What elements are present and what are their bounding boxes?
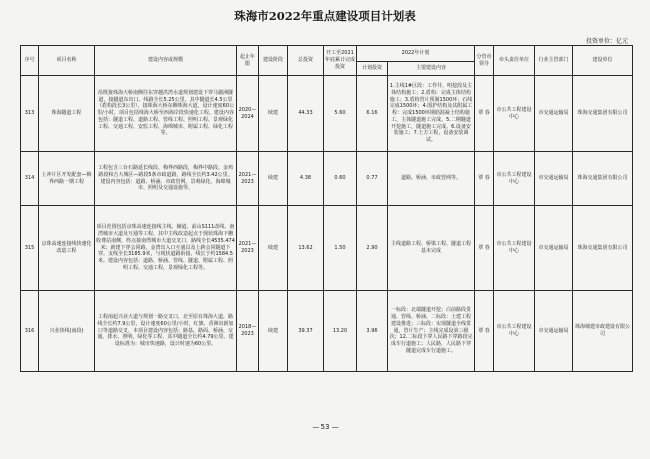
row-lead-unit: 市公共工程建设中心 [494,206,535,291]
header-plan-content: 主要建设内容 [388,62,475,76]
table-title: 珠海市2022年重点建设项目计划表 [234,9,416,23]
header-leader: 分管市领导 [475,46,494,76]
table-row [21,206,633,291]
row-dept: 市交通运输局 [535,291,573,372]
row-dept: 市交通运输局 [535,152,573,206]
row-total: 4.38 [288,152,324,206]
row-years: 2021—2023 [237,152,259,206]
page-number: 53 [320,423,330,431]
row-project-name: 珠海隧道工程 [39,76,95,152]
row-seq: 314 [21,152,39,206]
row-project-name: 京珠高速连接线快速化改造工程 [39,206,95,291]
row-plan-investment: 2.90 [357,206,388,291]
row-plan-content: 1.主线1#区段：工作井，明挖段及主体结构施工；2.盾构：完成主体结构施工；3.盾构管片预制1500环；石线完成1500环；4.围护结构及其附属工程：完成1500环钢筋混凝土结构施工，主体隧道施工完成。5.二期隧道开挖施工，隧道施工完成。6.设备安装施工；7.土方工程，设备安装调试。 [388,76,475,152]
row-leader: 覃 春 [475,76,494,152]
row-cumulative: 0.60 [324,152,357,206]
row-leader: 覃 春 [475,291,494,372]
header-cumulative: 开工至2021年底累计完成投资 [324,46,357,76]
footer-dash-left: — [312,423,319,431]
row-content: 项目范围包括京珠高速连接线主线、辅道、前山S111改线、南湾城市大道及互通等工程，其中主线改造起点于现状珠海下栅收费站南侧，终点接南湾城市大道交叉口，路线全长4535.474米；新建下穿会同路、金湾出入口互通以及上跨会同隧道下穿。支线全长3185.9米，与现状道路衔接，线长于约1584.5米。建设内容包括：道路、桥涵、管线、隧道、附属工程、照明工程、交通工程、景观绿化工程等。 [95,206,237,291]
row-plan-content: 主线道路工程、桥梁工程、隧道工程基本完成 [388,206,475,291]
table-row [21,76,633,152]
row-builder: 珠海交通集团有限公司 [573,206,633,291]
header-name: 项目名称 [39,46,95,76]
header-dept: 行业主管部门 [535,46,573,76]
row-builder: 珠海交通集团有限公司 [573,76,633,152]
row-project-name: 兴业快线(南段) [39,291,95,372]
footer-dash-right: — [331,423,338,431]
row-lead-unit: 市公共工程建设中心 [494,152,535,206]
row-builder: 珠海城建市政建设有限公司 [573,291,633,372]
project-table [20,45,633,372]
unit-label: 投资单位：亿元 [585,38,628,45]
header-years: 起止年限 [237,46,259,76]
row-seq: 313 [21,76,39,152]
row-years: 2021—2023 [237,206,259,291]
row-content: 工程南起兴业大道与规划一路交叉口，北至原有珠海大道，路线全长约7.9公里，设计速度60公里/小时，红旗、香洲出新加口等道路交叉，本项目建设内容包括：路基、路面、桥涵、交通、排水、照明、绿化等工程，其中隧道全长约4.79公里。建设标准为：城市快速路，设计时速为60公里。 [95,291,237,372]
row-plan-investment: 3.96 [357,291,388,372]
row-stage: 续建 [259,152,288,206]
row-plan-investment: 0.77 [357,152,388,206]
page-footer [0,423,650,431]
row-plan-content: 道路、桥涵、市政管网等。 [388,152,475,206]
row-dept: 市交通运输局 [535,76,573,152]
table-row [21,152,633,206]
row-seq: 316 [21,291,39,372]
header-plan-2022: 2022年计划 [357,46,475,62]
row-years: 2020—2024 [237,76,259,152]
row-years: 2018—2023 [237,291,259,372]
header-row-1 [21,46,633,62]
header-total: 总投资 [288,46,324,76]
row-dept: 市交通运输局 [535,206,573,291]
row-cumulative: 1.50 [324,206,357,291]
header-plan-investment: 计划投资 [357,62,388,76]
row-content: 沿既拢珠海大桥南侧往东穿越洪湾水道规划建设下穿马骝洲隧道，接隧道东出口。线路全长5.25公里，其中隧道长4.5公里（盾构段长3公里），接珠海大桥东侧珠海大道，设计速度60公里/小时，项目包括珠海大桥至西海岸段快速化工程。建设内容包括：隧道工程、道路工程、管线工程、照明工程、景观绿化工程、交通工程、安监工程、海绵城市、附属工程、绿化工程等。 [95,76,237,152]
row-cumulative: 13.20 [324,291,357,372]
row-lead-unit: 市公共工程建设中心 [494,291,535,372]
row-builder: 珠海交通集团有限公司 [573,152,633,206]
row-leader: 覃 春 [475,206,494,291]
row-plan-content: 一标段：北端隧道开挖；白前路段贯通、管线、桥涵、二标段：土建工程建设推进；三标段：实现隧道全线贯通，管片生产；主线完成设第三级次；12.二标段下穿人民路下穿路段完成车行道施工；人民路，人民路下穿隧道完成车行道施工。 [388,291,475,372]
row-content: 工程包含三台石路延长线段、梅界西路段，梅界中路段、金鸡路段和吉大城区—路段5条市政道路，路线全长约3.42公里。建设内容包括：道路、桥涵、市政管网、景观绿化、海绵城市、照明及交通设施等。 [95,152,237,206]
header-seq: 序号 [21,46,39,76]
row-total: 39.37 [288,291,324,372]
row-plan-investment: 6.16 [357,76,388,152]
row-seq: 315 [21,206,39,291]
row-stage: 续建 [259,291,288,372]
row-cumulative: 5.60 [324,76,357,152]
row-project-name: 上冲片区开发配套—梅界西路一期工程 [39,152,95,206]
row-total: 44.33 [288,76,324,152]
row-total: 13.62 [288,206,324,291]
header-stage: 建设阶段 [259,46,288,76]
row-leader: 覃 春 [475,152,494,206]
table-row [21,291,633,372]
row-stage: 续建 [259,76,288,152]
header-content: 建设内容或规模 [95,46,237,76]
header-lead-unit: 牵头责任单位 [494,46,535,76]
row-lead-unit: 市公共工程建设中心 [494,76,535,152]
row-stage: 续建 [259,206,288,291]
header-builder: 建设单位 [573,46,633,76]
